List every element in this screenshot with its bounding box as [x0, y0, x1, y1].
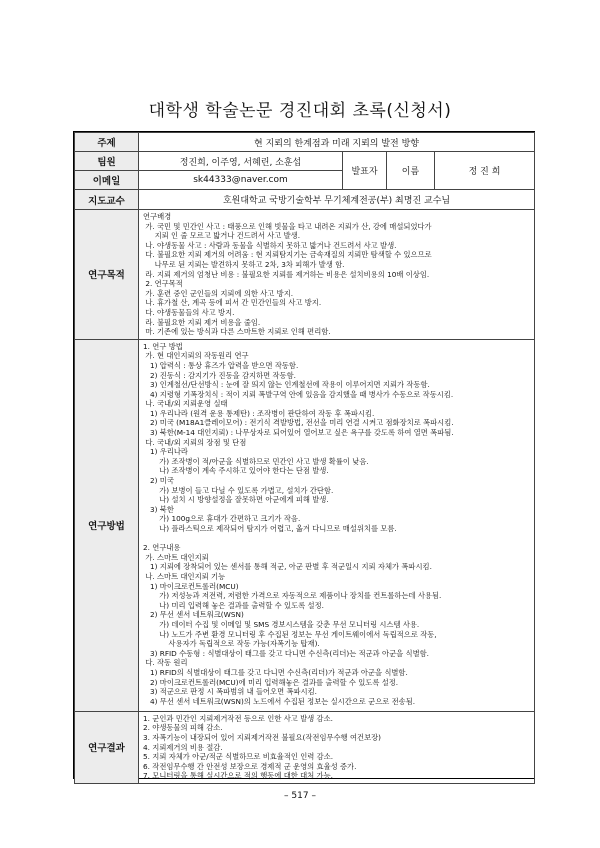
purpose-line: 마. 기존에 있는 방식과 다른 스마트한 지뢰로 인해 편리함. [143, 327, 331, 337]
method-line: 2) 무선 센서 네트워크(WSN) [143, 610, 244, 620]
result-line: 2. 야생동물의 피해 감소. [143, 723, 223, 733]
method-line: 2) 마이크로컨트롤러(MCU)에 미리 입력해놓은 결과를 출력할 수 있도록 설정. [143, 677, 399, 687]
application-form [73, 131, 535, 779]
method-line: 4) 무선 센서 네트워크(WSN)의 노드에서 수집된 정보는 실시간으로 군으로 전송됨. [143, 696, 416, 706]
purpose-line: 가. 국민 및 민간인 사고 : 태풍으로 인해 빗물을 타고 내려온 지뢰가 산, 강에 매설되었다가 [143, 221, 432, 231]
purpose-line: 라. 불필요한 지뢰 제거 비용을 줄임. [143, 317, 261, 327]
result-line: 5. 지뢰 자체가 아군/적군 식별하므로 비효율적인 인력 감소. [143, 752, 334, 762]
method-line: 3) RFID 수동형 : 식별대상이 태그를 갖고 다니면 수신측(리더)는 적군과 아군을 식별함. [143, 648, 429, 658]
presenter-label: 발표자 [343, 152, 387, 190]
purpose-line: 가. 훈련 중인 군인들의 지뢰에 의한 사고 방지. [143, 288, 294, 298]
method-line: 나) 설치 시 방향설정을 잘못하면 아군에게 피해 발생. [143, 495, 329, 505]
result-content [139, 712, 534, 783]
method-line: 2) 진동식 : 감지기가 진동을 감지하면 작동함. [143, 370, 296, 380]
presenter-name: 정 진 희 [435, 152, 535, 190]
method-line: 1) 지뢰에 장착되어 있는 센서를 통해 적군, 아군 판별 후 적군일시 지뢰 자체가 폭파시킴. [143, 562, 432, 572]
method-line: 가) 보병이 들고 다닐 수 있도록 가볍고, 설치가 간단함. [143, 485, 334, 495]
method-line: 가) 저성능과 저전력, 저렴한 가격으로 자동적으로 제품이나 장치를 컨트롤하는데 사용됨. [143, 591, 442, 601]
result-label: 연구결과 [75, 711, 139, 783]
method-line: 가) 100g으로 휴대가 간편하고 크기가 작음. [143, 514, 301, 524]
result-line: 3. 자폭기능이 내장되어 있어 지뢰제거작전 불필요(작전임무수행 여건보장) [143, 732, 382, 742]
page-title: 대학생 학술논문 경진대회 초록(신청서) [148, 101, 452, 121]
method-line [143, 534, 530, 544]
method-line: 1) 압력식 : 통상 휴즈가 압력을 받으면 작동함. [143, 360, 299, 370]
method-line: 나) 노드가 주변 환경 모니터링 후 수집된 정보는 무선 게이트웨이에서 독립적으로 작동, [143, 629, 437, 639]
email-value: sk44333@naver.com [139, 171, 343, 190]
method-line: 3) 북한 [143, 504, 174, 514]
result-line: 7. 모니터링을 통해 실시간으로 적의 행동에 대한 대처 가능. [143, 771, 333, 781]
method-line: 나) 조작병이 계속 주시하고 있어야 한다는 단점 발생. [143, 466, 329, 476]
team-value: 정진희, 이주영, 서혜린, 소훈섭 [139, 152, 343, 171]
method-content [139, 340, 534, 709]
method-line: 1) 마이크로컨트롤러(MCU) [143, 581, 239, 591]
method-line: 나. 국내/외 지뢰운영 실태 [143, 399, 228, 409]
purpose-line: 2. 연구목적 [143, 279, 183, 289]
method-line: 3) 적군으로 판정 시 폭파범위 내 들어오면 폭파시킴. [143, 687, 317, 697]
page-number: – 517 – [284, 791, 316, 801]
method-line: 나) 미리 입력해 놓은 결과를 출력할 수 있도록 설정. [143, 600, 324, 610]
purpose-line: 나. 휴가철 산, 계곡 등에 피서 간 민간인들의 사고 방지. [143, 298, 322, 308]
method-line: 2) 미국 [143, 476, 174, 486]
purpose-line: 연구배경 [143, 212, 172, 221]
method-line: 1) RFID의 식별대상이 태그를 갖고 다니면 수신측(리더)가 적군과 아군을 식별함. [143, 667, 408, 677]
method-line: 2. 연구내용 [143, 543, 181, 553]
method-line: 나) 플라스틱으로 제작되어 탐지가 어렵고, 옮겨 다니므로 매설위치를 모름. [143, 524, 397, 533]
advisor-value: 호원대학교 국방기술학부 무기체계전공(부) 최명진 교수님 [139, 190, 535, 210]
purpose-line: 나무로 된 지뢰는 발견하지 못하고 2차, 3차 피해가 발생 함. [143, 259, 345, 269]
subject-label: 주제 [75, 133, 139, 152]
method-line: 3) 인계철선/단선방식 : 눈에 잘 띄지 않는 인계철선에 작용이 이루어지면 지뢰가 작동함. [143, 380, 430, 390]
method-line: 1. 연구 방법 [143, 341, 183, 351]
method-line: 가. 스마트 대인지뢰 [143, 552, 209, 562]
method-line: 나. 스마트 대인지뢰 기능 [143, 571, 226, 581]
purpose-line: 다. 야생동물들의 사고 방지. [143, 307, 235, 317]
method-line: 4) 지령형 기폭장치식 : 적이 지뢰 폭발구역 안에 있음을 감지했을 때 병사가 수동으로 작동시킴. [143, 389, 454, 399]
method-line: 다. 작동 원리 [143, 658, 188, 668]
method-line: 2) 미국 (M18A1클레이모어) : 전기식 격발방법, 전선을 미리 연결 시켜고 점화장치로 폭파시킴. [143, 418, 454, 428]
subject-value: 현 지뢰의 한계점과 미래 지뢰의 발전 방향 [139, 133, 535, 152]
result-line: 4. 지뢰제거의 비용 절감. [143, 742, 223, 752]
name-label: 이름 [387, 152, 435, 190]
purpose-line: 다. 불필요한 지뢰 제거의 어려움 : 현 지뢰탐지기는 금속재질의 지뢰만 탐색할 수 있으므로 [143, 250, 432, 260]
method-line: 3) 북한(M-14 대인지뢰) : 나무상자로 되어있어 열어보고 싶은 욕구를 갖도록 하여 열면 폭파됨. [143, 428, 454, 438]
email-label: 이메일 [75, 171, 139, 190]
result-line: 6. 작전임무수행 간 안전성 보장으로 경제적 군 운영의 효율성 증가. [143, 761, 357, 771]
purpose-content [139, 210, 534, 339]
purpose-line: 지뢰 인 줄 모르고 밟거나 건드려서 사고 발생. [143, 231, 301, 241]
purpose-line: 라. 지뢰 제거의 엄청난 비용 : 불필요한 지뢰를 제거하는 비용은 설치비용의 10배 이상임. [143, 269, 430, 279]
purpose-line: 나. 야생동물 사고 : 사람과 동물을 식별하지 못하고 밟거나 건드려서 사고 발생. [143, 240, 397, 250]
result-line: 1. 군인과 민간인 지뢰제거작전 등으로 인한 사고 발생 감소. [143, 713, 333, 723]
method-line: 1) 우리나라 [143, 447, 188, 457]
purpose-label: 연구목적 [75, 210, 139, 340]
method-line: 가) 데이터 수집 및 이메일 및 SMS 경보시스템을 갖춘 무선 모니터링 시스템 사용. [143, 619, 420, 629]
method-line: 1) 우리나라 (원격 운용 통제탄) : 조작병이 판단하여 작동 후 폭파시킴. [143, 408, 375, 418]
method-line: 다. 국내/외 지뢰의 장점 및 단점 [143, 437, 247, 447]
method-line: 사용자가 독립적으로 작동 가능(자폭기능 탑재). [143, 639, 320, 649]
method-line: 가. 현 대인지뢰의 작동원리 연구 [143, 351, 249, 361]
advisor-label: 지도교수 [75, 190, 139, 210]
method-line: 가) 조작병이 적/아군을 식별하므로 민간인 사고 발생 확률이 낮음. [143, 456, 369, 466]
method-label: 연구방법 [75, 339, 139, 711]
team-label: 팀원 [75, 152, 139, 171]
